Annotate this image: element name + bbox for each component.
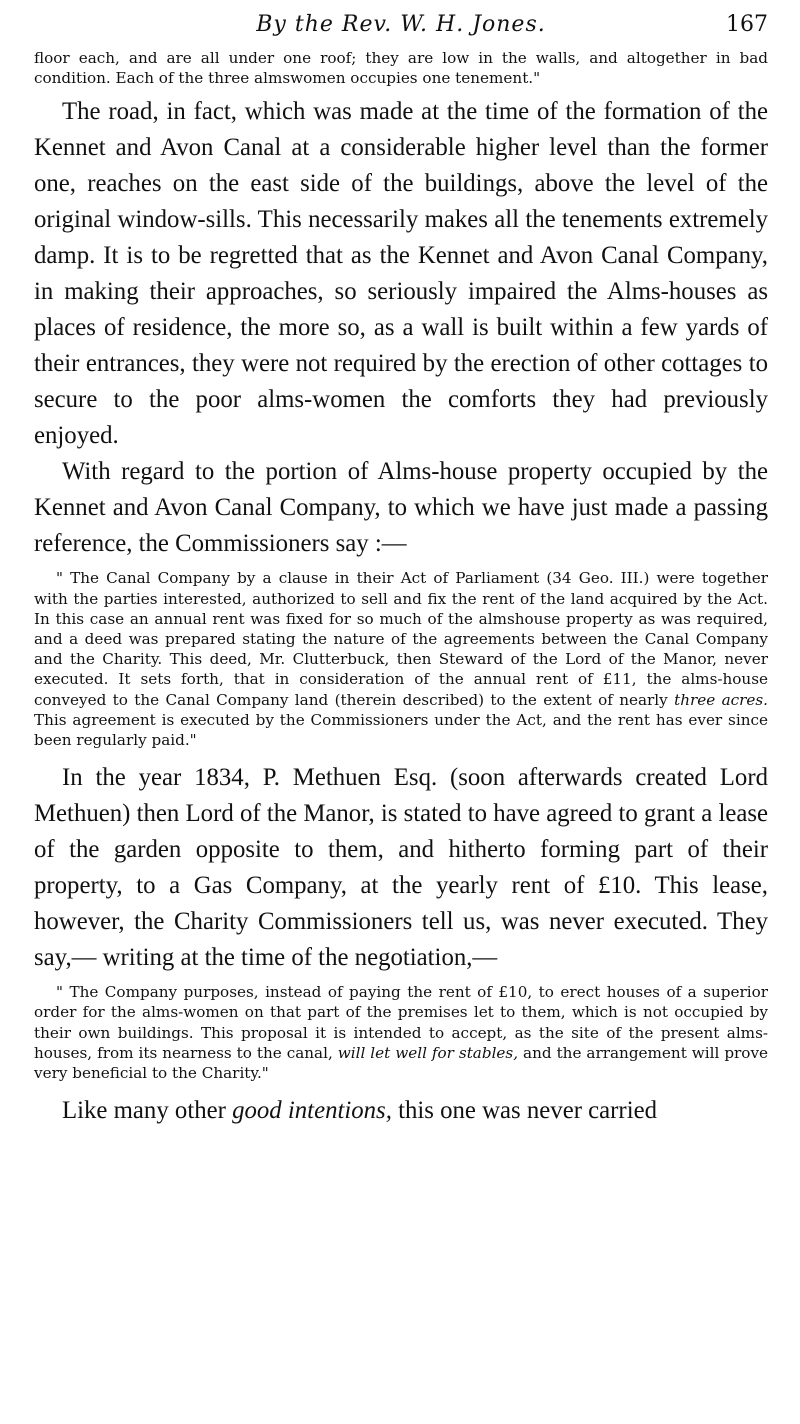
- good-intentions-tail: this one was never carried: [398, 1097, 657, 1125]
- quote-canal-company: [34, 568, 768, 750]
- book-page: [34, 8, 768, 1129]
- quote-canal-company-tail: This agreement is executed by the Commissioners under the Act, and the rent has ever since been regularly paid.": [34, 710, 768, 750]
- quote-canal-company-emphasis: three acres.: [674, 690, 769, 709]
- good-intentions-emphasis: good intentions,: [232, 1097, 392, 1125]
- running-head-title: By the Rev. W. H. Jones.: [256, 12, 546, 37]
- quote-gas-company-emphasis: will let well for stables,: [337, 1043, 519, 1062]
- running-head: [34, 8, 768, 42]
- quote-gas-company-tail: and the arrangement will prove very beneficial to the Charity.": [34, 1043, 769, 1083]
- paragraph-road: The road, in fact, which was made at the time of the formation of the Kennet and Avon Canal at a considerable higher level than the former one, reaches on the east side of the buildings, above the level of the original window-sills. This necessarily makes all the tenements extremely damp. It is to be regretted that as the Kennet and Avon Canal Company, in making their approaches, so seriously impaired the Alms-houses as places of residence, the more so, as a wall is built within a few yards of their entrances, they were not required by the erection of other cottages to secure to the poor alms-women the comforts they had previously enjoyed.: [34, 98, 768, 450]
- good-intentions-text: Like many other: [62, 1097, 226, 1125]
- quote-gas-company-text: " The Company purposes, instead of paying the rent of £10, to erect houses of a superior order for the alms-women on that part of the premises let to them, which is not occupied by their own buildings. This proposal it is intended to accept, as the site of the present alms-houses, from its nearness to the canal,: [34, 983, 768, 1062]
- paragraph-canal-property: With regard to the portion of Alms-house property occupied by the Kennet and Avon Canal Company, to which we have just made a passing reference, the Commissioners say :—: [34, 458, 768, 558]
- page-number: 167: [726, 12, 768, 37]
- quote-continuation: floor each, and are all under one roof; they are low in the walls, and altogether in bad condition. Each of the three almswomen occupies one tenement.": [34, 49, 768, 88]
- paragraph-gas-company: In the year 1834, P. Methuen Esq. (soon afterwards created Lord Methuen) then Lord of the Manor, is stated to have agreed to grant a lease of the garden opposite to them, and hitherto forming part of their property, to a Gas Company, at the yearly rent of £10. This lease, however, the Charity Commissioners tell us, was never executed. They say,— writing at the time of the negotiation,—: [34, 764, 768, 972]
- paragraph-good-intentions: [34, 1093, 768, 1129]
- quote-gas-company: [34, 982, 768, 1083]
- quote-canal-company-text: " The Canal Company by a clause in their Act of Parliament (34 Geo. III.) were together with the parties interested, authorized to sell and fix the rent of the land acquired by the Act. In this case an annual rent was fixed for so much of the almshouse property as was required, and a deed was prepared stating the nature of the agreements between the Canal Company and the Charity. This deed, Mr. Clutterbuck, then Steward of the Lord of the Manor, never executed. It sets forth, that in consideration of the annual rent of £11, the alms-house conveyed to the Canal Company land (therein described) to the extent of nearly: [34, 569, 768, 709]
